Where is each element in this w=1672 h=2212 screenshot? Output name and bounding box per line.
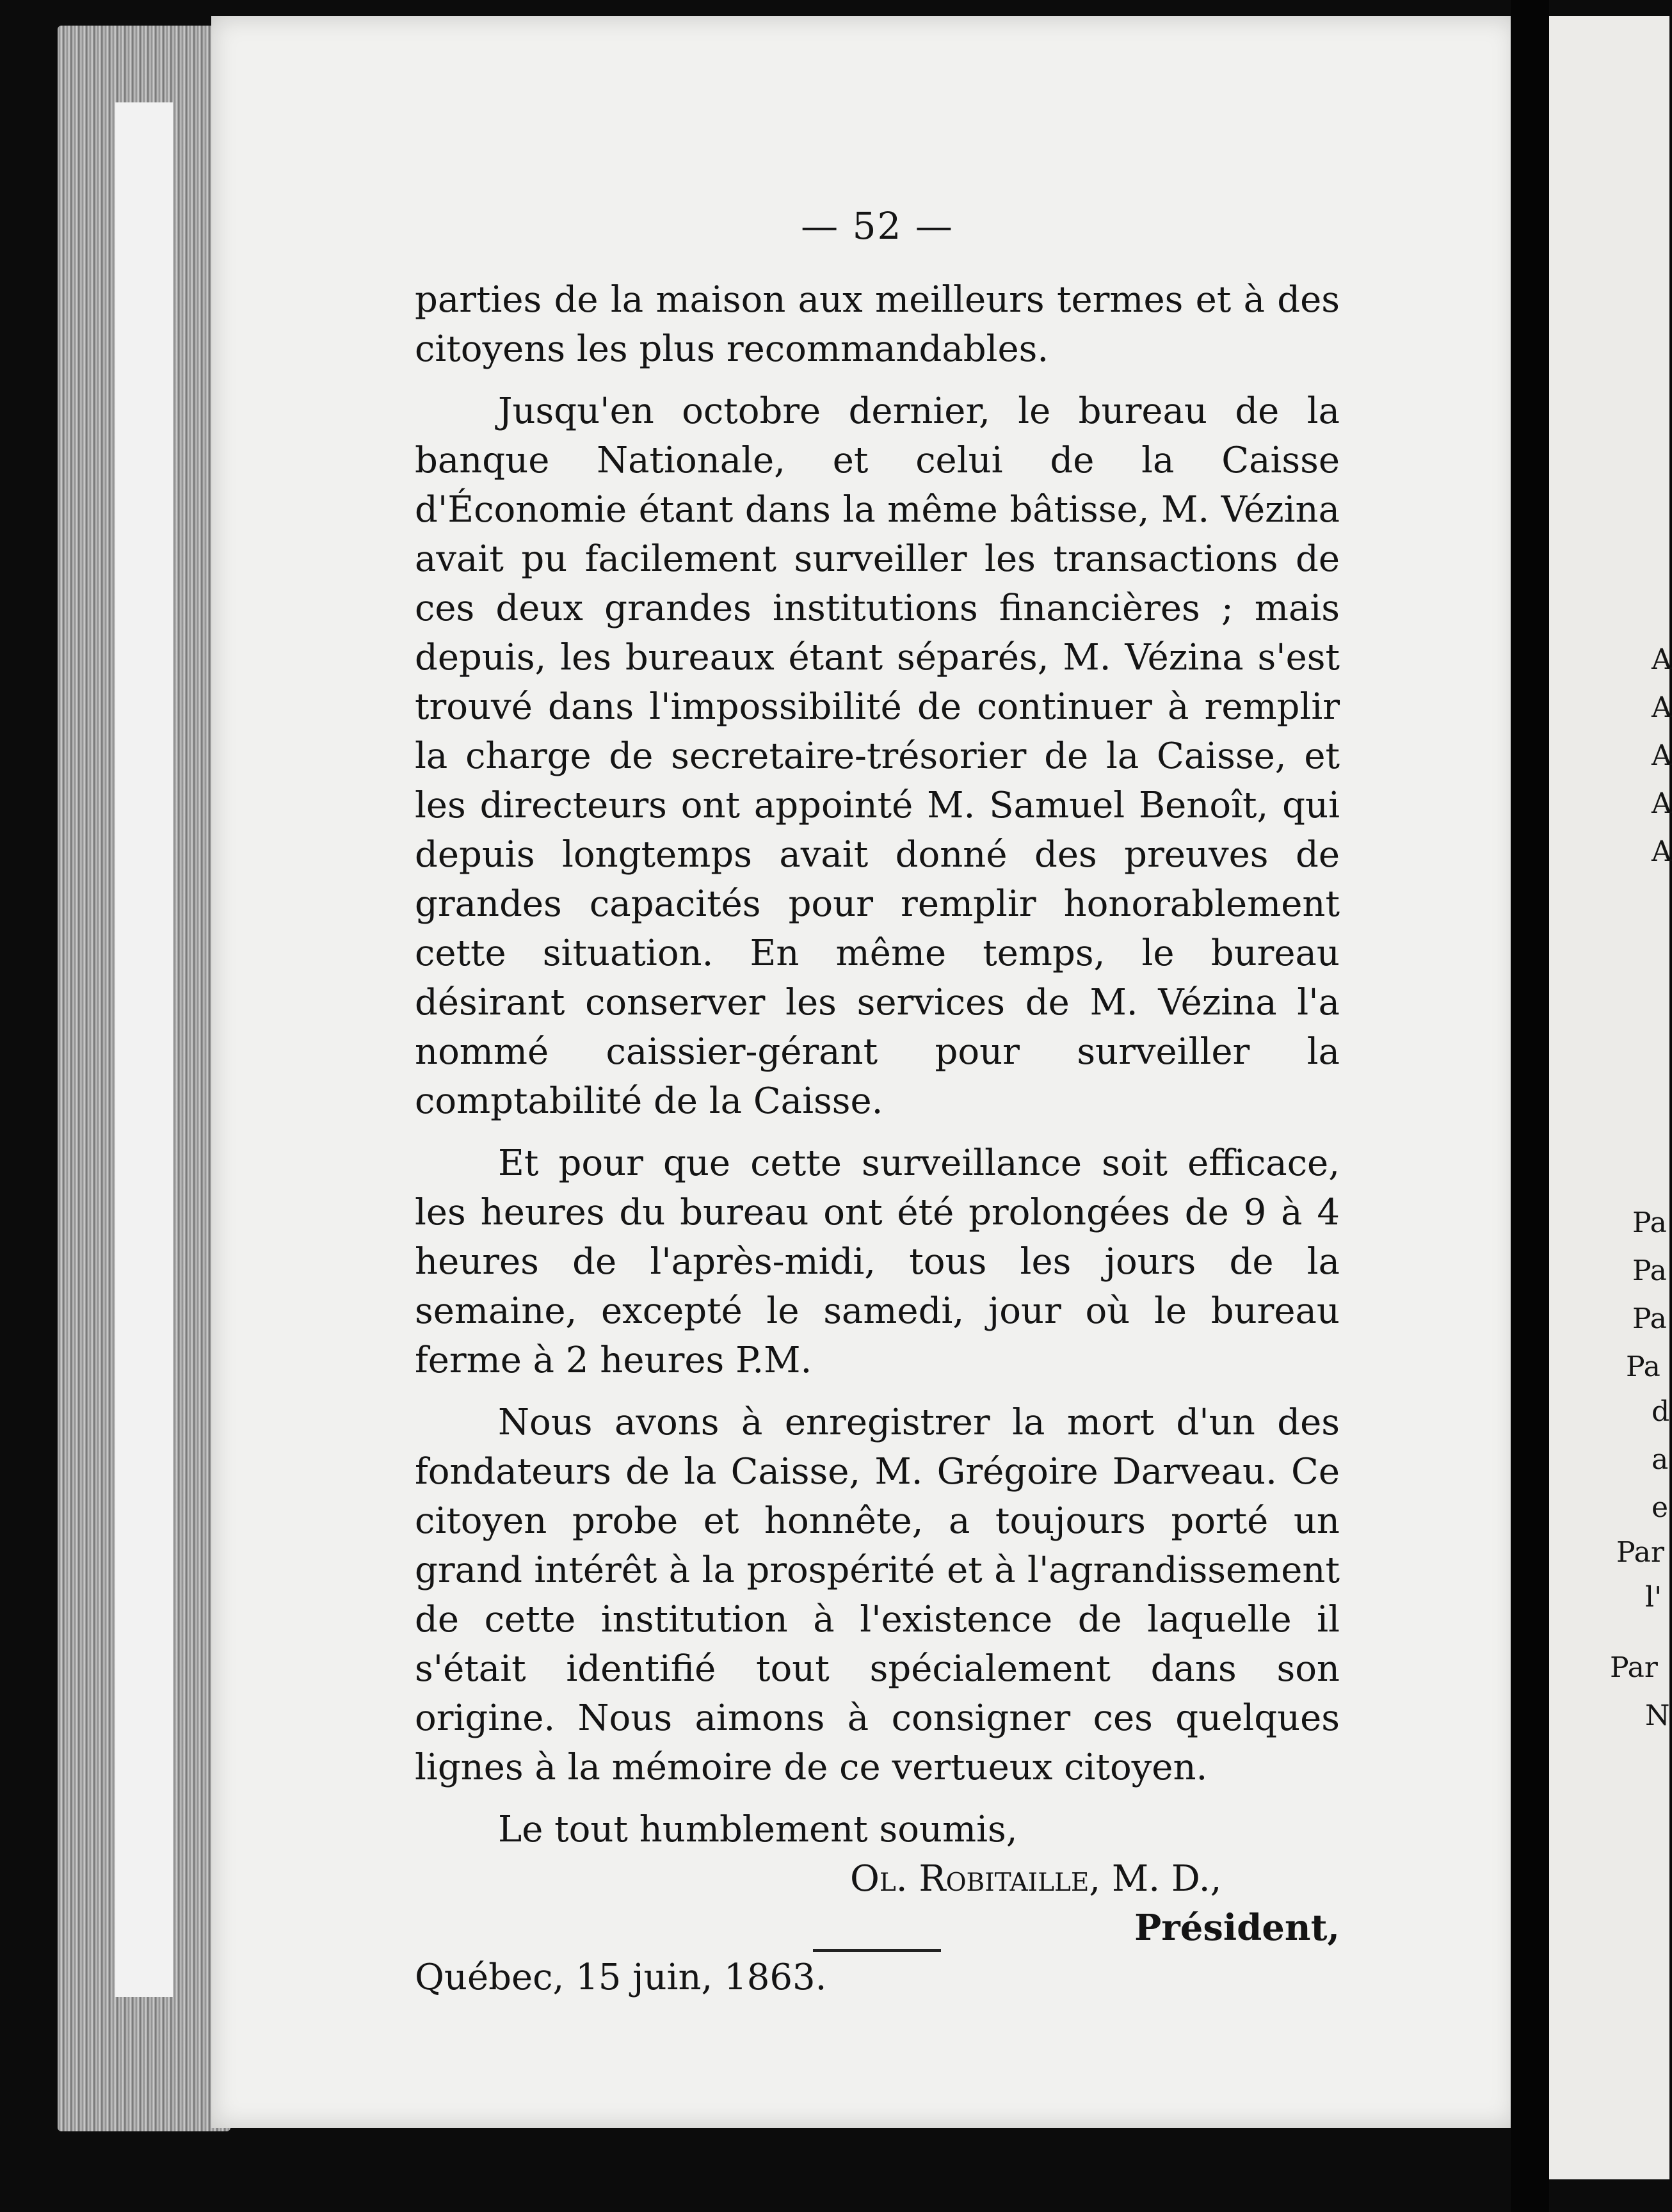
page-body <box>415 204 1340 2002</box>
paragraph: parties de la maison aux meilleurs termes et à des citoyens les plus recommandables. <box>415 279 1340 370</box>
adjacent-fragment: Pa <box>1626 1350 1660 1383</box>
adjacent-fragment: Pa <box>1632 1254 1667 1287</box>
page-number: — 52 — <box>801 204 954 248</box>
adjacent-fragment: A <box>1652 787 1672 820</box>
adjacent-fragment: e <box>1652 1491 1669 1524</box>
adjacent-fragment: Pa <box>1632 1206 1667 1239</box>
signature-place-date: Québec, 15 juin, 1863. <box>415 1957 827 1998</box>
adjacent-fragment: l' <box>1645 1581 1662 1614</box>
page-edge-highlight <box>115 102 173 1997</box>
adjacent-fragment: Par <box>1616 1536 1664 1569</box>
adjacent-page <box>1549 16 1672 2179</box>
book-gutter <box>1511 0 1549 2212</box>
end-rule <box>813 1949 941 1952</box>
adjacent-fragment: a <box>1652 1443 1669 1476</box>
signature-title: Président, <box>1134 1907 1340 1949</box>
adjacent-fragment: N <box>1645 1699 1670 1732</box>
adjacent-fragment: A <box>1652 835 1672 868</box>
paragraph: Nous avons à enregistrer la mort d'un des fondateurs de la Caisse, M. Grégoire Darveau. Ce citoyen probe et honnête, a toujours porté un grand intérêt à la prospérité et à l'agrandissement de cette institution à l'existence de laquelle il s'était identifié tout spécialement dans son origine. Nous aimons à consigner ces quelques lignes à la mémoire de ce vertueux citoyen. <box>415 1402 1340 1788</box>
signature-name: Ol. Robitaille, M. D., <box>850 1858 1222 1900</box>
adjacent-fragment: Pa <box>1632 1302 1667 1335</box>
closing-line: Le tout humblement soumis, <box>498 1809 1018 1850</box>
adjacent-fragment: Par <box>1610 1651 1658 1684</box>
adjacent-fragment: A <box>1652 643 1672 676</box>
paragraph: Jusqu'en octobre dernier, le bureau de la banque Nationale, et celui de la Caisse d'Économie étant dans la même bâtisse, M. Vézina avait pu facilement surveiller les transactions de ces deux grandes institutions financières ; mais depuis, les bureaux étant séparés, M. Vézina s'est trouvé dans l'impossibilité de continuer à remplir la charge de secretaire-trésorier de la Caisse, et les directeurs ont appointé M. Samuel Benoît, qui depuis longtemps avait donné des preuves de grandes capacités pour remplir honorablement cette situation. En même temps, le bureau désirant conserver les services de M. Vézina l'a nommé caissier-gérant pour surveiller la comptabilité de la Caisse. <box>415 390 1340 1122</box>
adjacent-fragment: d <box>1652 1395 1670 1428</box>
adjacent-fragment: A <box>1652 739 1672 772</box>
adjacent-fragment: A <box>1652 691 1672 724</box>
paragraph: Et pour que cette surveillance soit efficace, les heures du bureau ont été prolongées de 9 à 4 heures de l'après-midi, tous les jours de la semaine, excepté le samedi, jour où le bureau ferme à 2 heures P.M. <box>415 1142 1340 1381</box>
